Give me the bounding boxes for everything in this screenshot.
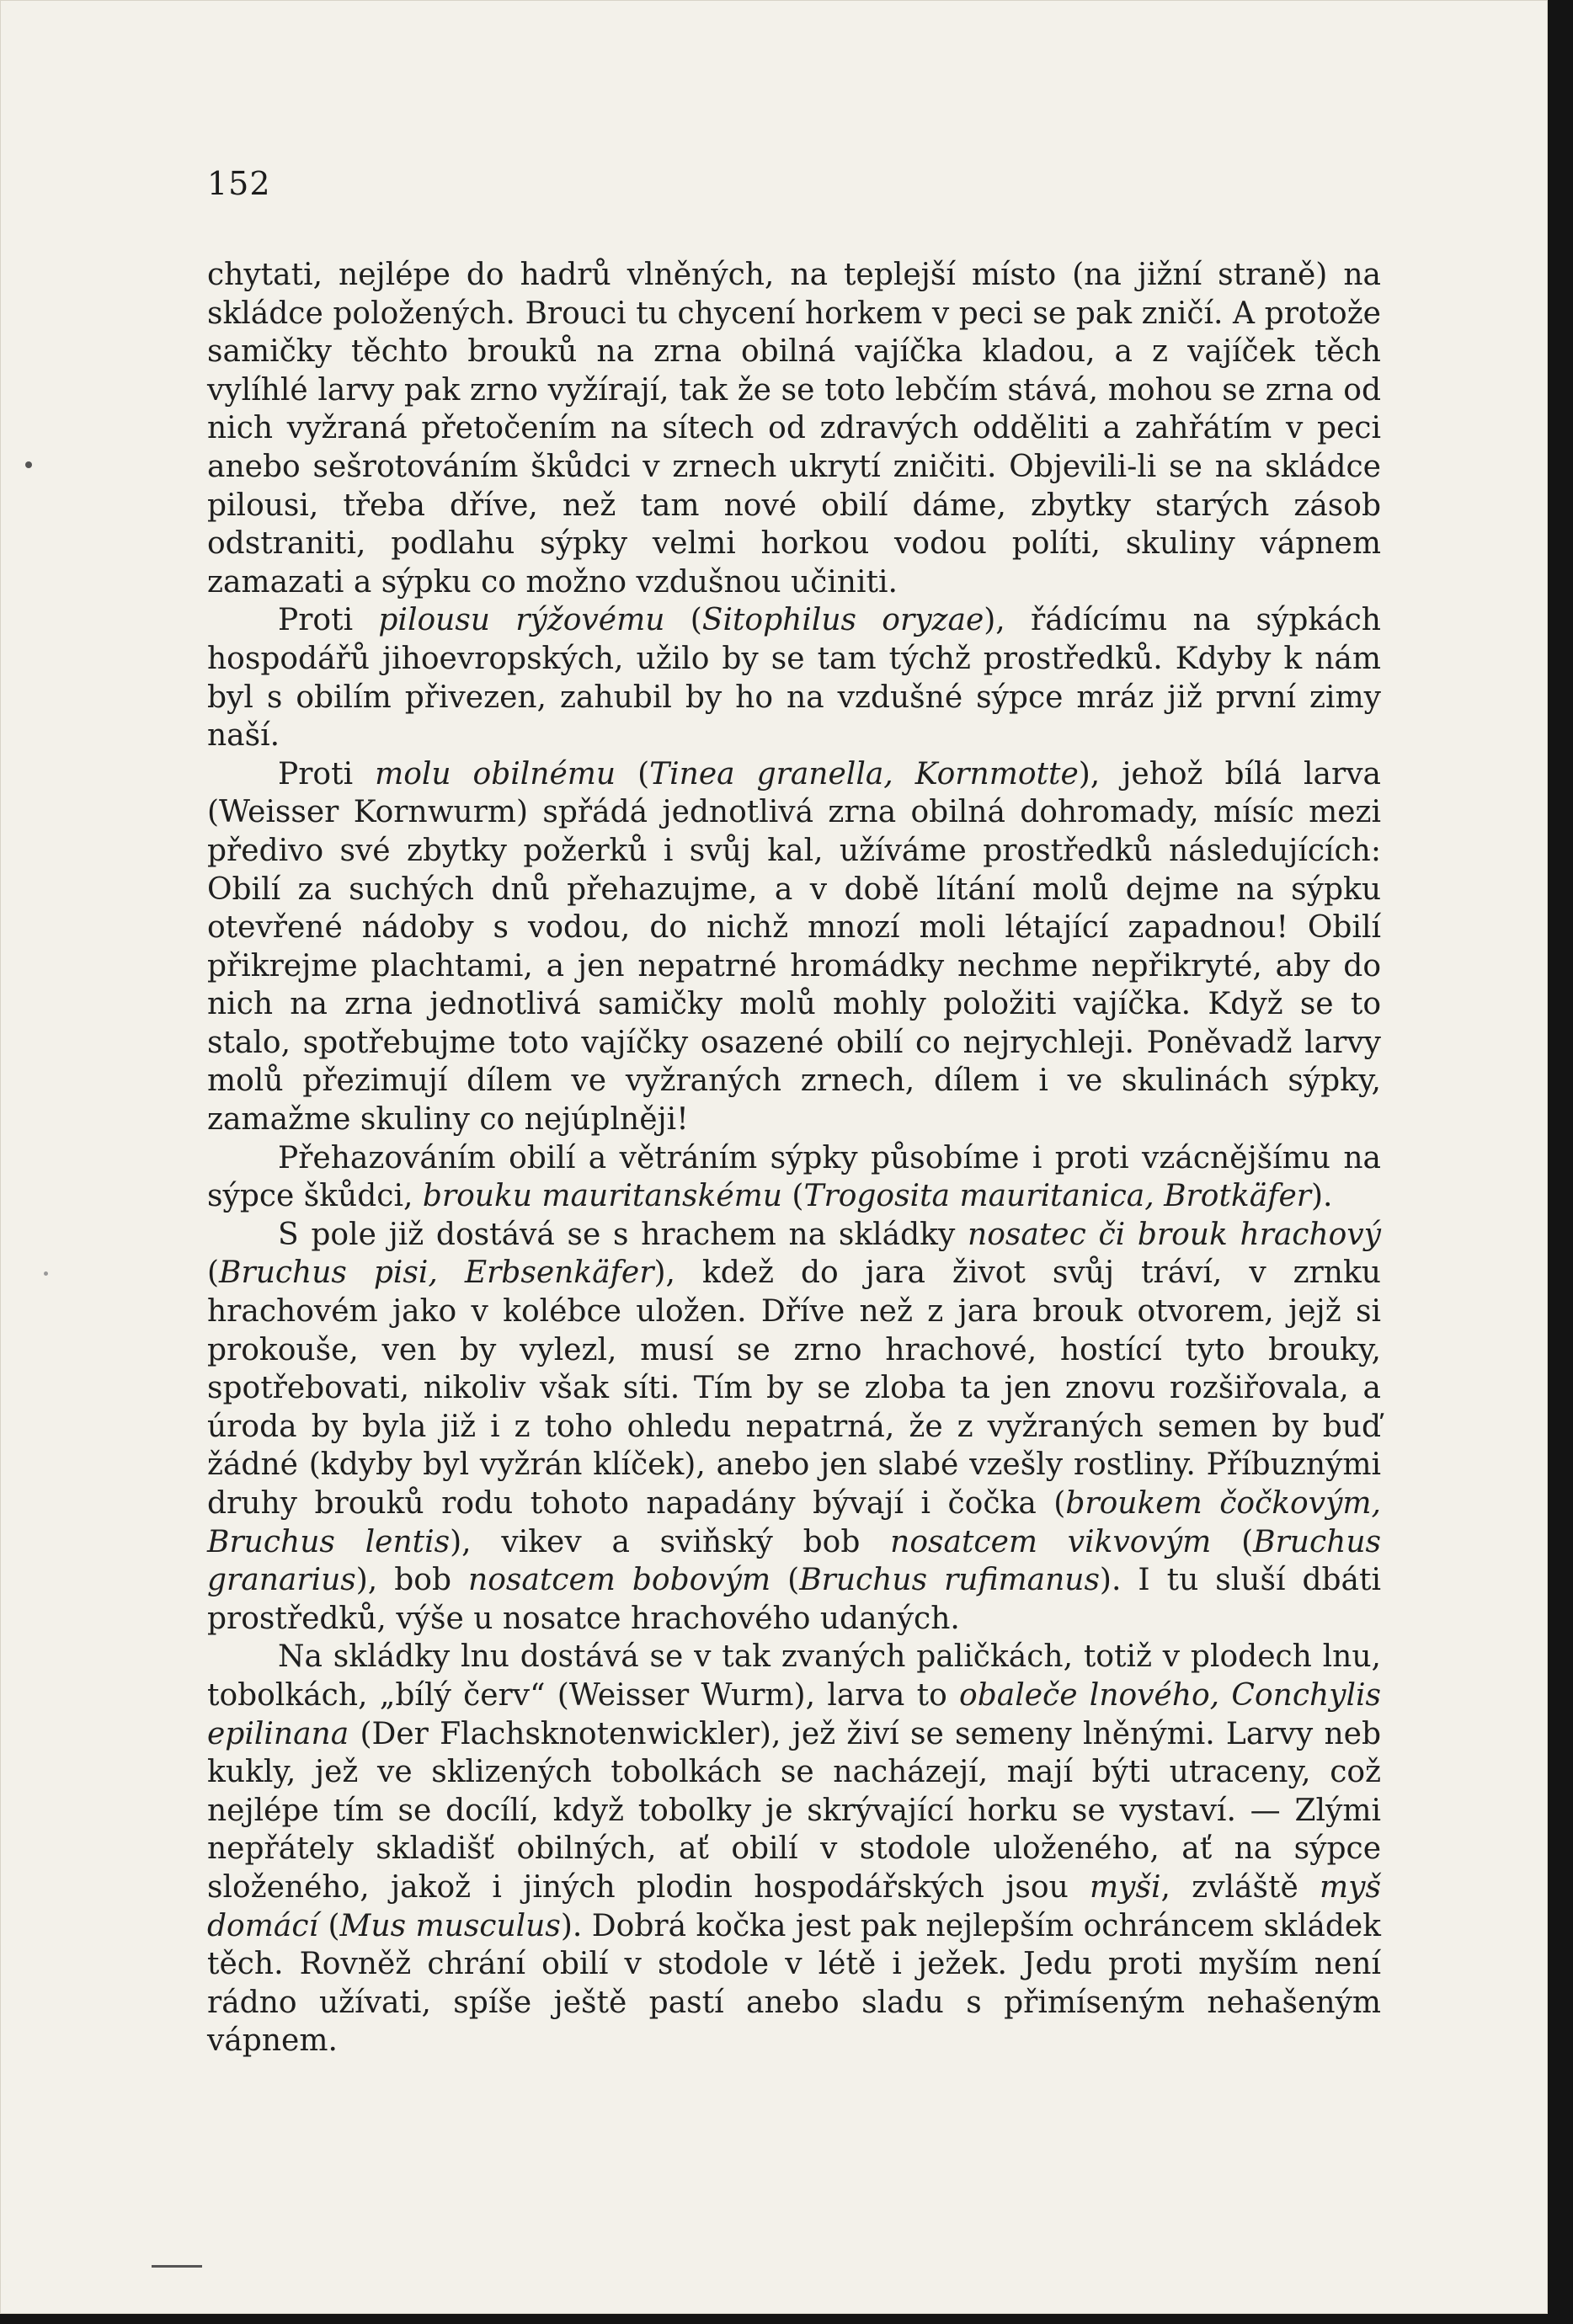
body-text xyxy=(207,256,1381,2060)
margin-mark xyxy=(152,2265,202,2268)
paragraph xyxy=(207,256,1381,601)
italic-term: Mus musculus xyxy=(339,1908,561,1943)
text-run: ). I tu sluší dbáti prostředků, výše u nosatce hrachového udaných. xyxy=(207,1563,1381,1636)
text-run: ), řádícímu na sýpkách hospodářů jihoevropských, užilo by se tam týchž prostředků. Kdyby k nám byl s obilím přivezen, zahubil by ho na vzdušné sýpce mráz již první zimy naší. xyxy=(207,603,1381,754)
paragraph xyxy=(207,601,1381,754)
text-run: ( xyxy=(318,1908,340,1943)
italic-term: Bruchus rufimanus xyxy=(799,1563,1100,1598)
text-run: ), vikev a sviňský bob xyxy=(450,1524,891,1559)
text-run: ). Dobrá kočka jest pak nejlepším ochráncem skládek těch. Rovněž chrání obilí v stodole v létě i ježek. Jedu proti myším není rádno užívati, spíše ještě pastí anebo sladu s přimíseným nehašeným vápnem. xyxy=(207,1908,1381,2059)
italic-term: nosatcem vikvovým xyxy=(890,1524,1212,1559)
italic-term: Sitophilus oryzae xyxy=(701,603,984,638)
text-run: Proti xyxy=(278,756,376,792)
italic-term: broukem čočkovým, Bruchus lentis xyxy=(207,1486,1381,1559)
italic-term: Tinea granella, Kornmotte xyxy=(649,756,1079,792)
italic-term: myši xyxy=(1090,1869,1161,1905)
italic-term: myš domácí xyxy=(207,1869,1381,1943)
margin-mark xyxy=(44,1271,48,1276)
text-run: chytati, nejlépe do hadrů vlněných, na teplejší místo (na jižní straně) na skládce položených. Brouci tu chycení horkem v peci se pak zničí. A protože samičky těchto brouků na zrna obilná vajíčka kladou, a z vajíček těch vylíhlé larvy pak zrno vyžírají, tak že se toto lebčím stává, mohou se zrna od nich vyžraná přetočením na sítech od zdravých odděliti a zahřátím v peci anebo sešrotováním škůdci v zrnech ukrytí zničiti. Objevili-li se na skládce pilousi, třeba dříve, než tam nové obilí dáme, zbytky starých zásob odstraniti, podlahu sýpky velmi horkou vodou políti, skuliny vápnem zamazati a sýpku co možno vzdušnou učiniti. xyxy=(207,258,1381,600)
page-edge-shadow xyxy=(0,2314,1573,2324)
text-run: ), bob xyxy=(355,1563,469,1598)
text-run: ( xyxy=(781,1179,804,1214)
italic-term: Trogosita mauritanica, Brotkäfer xyxy=(803,1179,1312,1214)
text-run: ), kdež do jara život svůj tráví, v zrnku hrachovém jako v kolébce uložen. Dříve než z jara brouk otvorem, jejž si prokouše, ven by vylezl, musí se zrno hrachové, hostící tyto brouky, spotřebovati, nikoliv však síti. Tím by se zloba ta jen znovu rozšiřovala, a úroda by byla již i z toho ohledu nepatrná, že z vyžraných semen by buď žádné (kdyby byl vyžrán klíček), anebo jen slabé vzešly rostliny. Příbuznými druhy brouků rodu tohoto napadány bývají i čočka ( xyxy=(207,1255,1381,1521)
text-run: S pole již dostává se s hrachem na skládky xyxy=(278,1217,968,1252)
margin-mark xyxy=(25,461,32,468)
text-run: Na skládky lnu dostává se v tak zvaných paličkách, totiž v plodech lnu, tobolkách, „bílý červ“ (Weisser Wurm), larva to xyxy=(207,1639,1381,1713)
page-number: 152 xyxy=(207,165,271,202)
italic-term: pilousu rýžovému xyxy=(378,603,665,638)
text-run: Proti xyxy=(278,603,379,638)
italic-term: molu obilnému xyxy=(375,756,616,792)
page-edge-shadow xyxy=(1548,0,1573,2324)
paragraph xyxy=(207,1139,1381,1216)
italic-term: nosatec či brouk hrachový xyxy=(968,1217,1381,1252)
text-run: ( xyxy=(207,1255,220,1291)
text-run: ( xyxy=(616,756,650,792)
text-run: ( xyxy=(664,603,702,638)
italic-term: nosatcem bobovým xyxy=(468,1563,771,1598)
paragraph xyxy=(207,1216,1381,1639)
text-run: ). xyxy=(1311,1179,1333,1214)
text-run: ( xyxy=(771,1563,800,1598)
italic-term: brouku mauritanskému xyxy=(422,1179,782,1214)
text-run: ( xyxy=(1211,1524,1254,1559)
italic-term: Bruchus granarius xyxy=(207,1524,1381,1598)
paragraph xyxy=(207,1638,1381,2060)
italic-term: Bruchus pisi, Erbsenkäfer xyxy=(219,1255,654,1291)
text-run: , zvláště xyxy=(1160,1869,1320,1905)
text-run: Přehazováním obilí a větráním sýpky působíme i proti vzácnějšímu na sýpce škůdci, xyxy=(207,1140,1381,1214)
text-run: (Der Flachsknotenwickler), jež živí se semeny lněnými. Larvy neb kukly, jež ve sklizených tobolkách se nacházejí, mají býti utraceny, což nejlépe tím se docílí, když tobolky je skrývající horku se vystaví. — Zlými nepřátely skladišť obilných, ať obilí v stodole uloženého, ať na sýpce složeného, jakož i jiných plodin hospodářských jsou xyxy=(207,1716,1381,1905)
italic-term: obaleče lnového, Conchylis epilinana xyxy=(207,1677,1382,1751)
text-run: ), jehož bílá larva (Weisser Kornwurm) spřádá jednotlivá zrna obilná dohromady, mísíc mezi předivo své zbytky požerků i svůj kal, užíváme prostředků následujících: Obilí za suchých dnů přehazujme, a v době lítání molů dejme na sýpku otevřené nádoby s vodou, do nichž mnozí moli létající zapadnou! Obilí přikrejme plachtami, a jen nepatrné hromádky nechme nepřikryté, aby do nich na zrna jednotlivá samičky molů mohly položiti vajíčka. Když se to stalo, spotřebujme toto vajíčky osazené obilí co nejrychleji. Poněvadž larvy molů přezimují dílem ve vyžraných zrnech, dílem i ve skulinách sýpky, zamažme skuliny co nejúplněji! xyxy=(207,756,1381,1138)
paragraph xyxy=(207,755,1381,1139)
